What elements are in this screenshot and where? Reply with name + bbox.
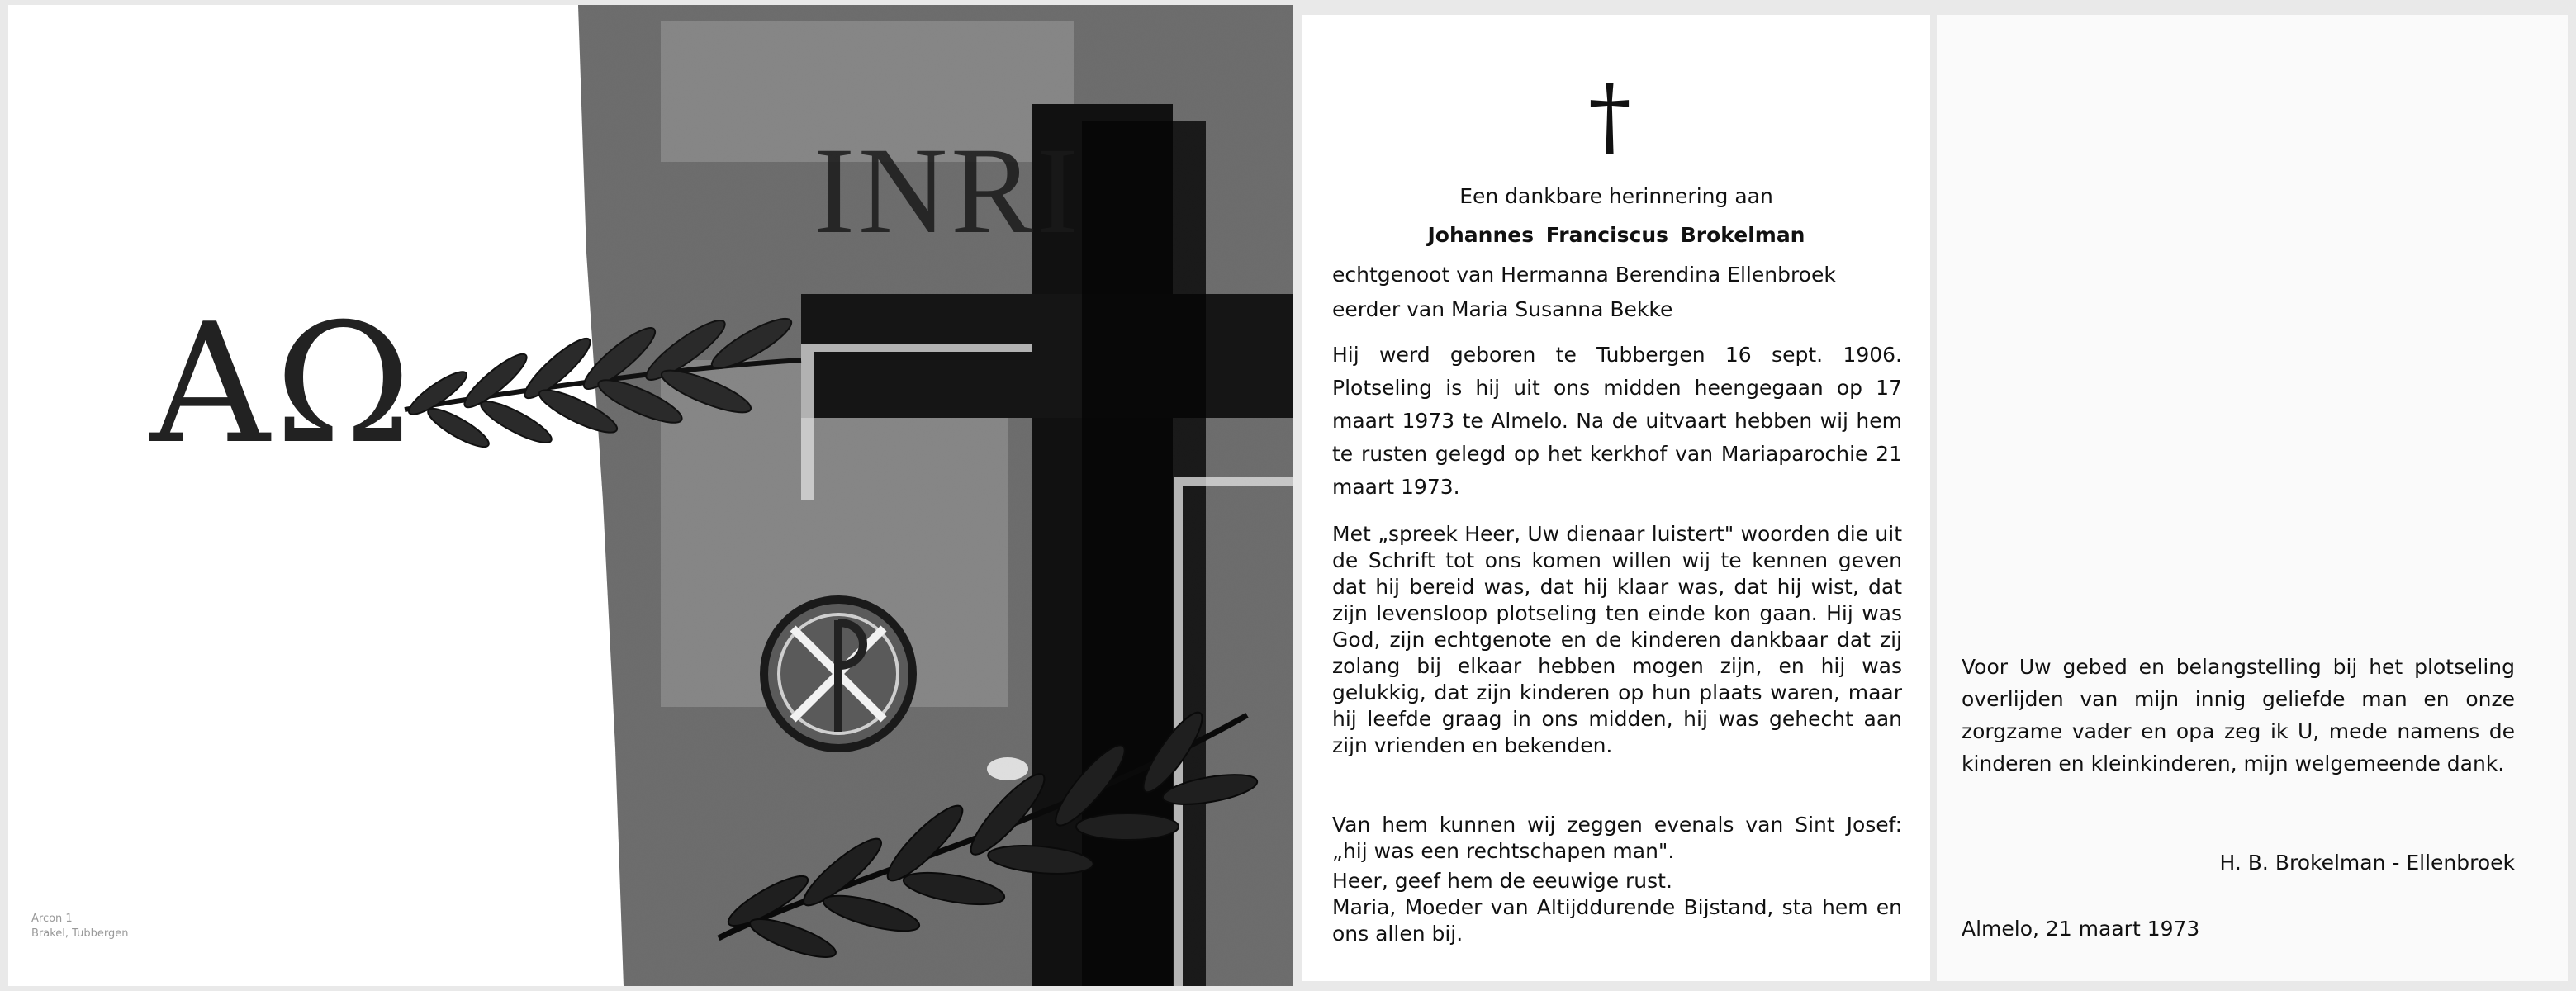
signature: H. B. Brokelman - Ellenbroek: [2219, 851, 2515, 875]
inri-inscription: INRI: [814, 122, 1082, 259]
memorial-text-panel: [1302, 15, 1930, 981]
publisher-line-2: Brakel, Tubbergen: [31, 927, 129, 940]
intro-line: Een dankbare herinnering aan: [1459, 184, 1773, 208]
alpha-omega-text: AΩ: [150, 288, 417, 481]
thanks-panel: [1937, 15, 2568, 981]
artwork-panel: [8, 5, 1293, 986]
thanks-text: Voor Uw gebed en belangstelling bij het plotseling overlijden van mijn innig geliefde man en onze zorgzame vader en opa zeg ik U, mede namens de kinderen en kleinkinderen, mijn welgemeende dank.: [1962, 655, 2515, 775]
deceased-name: Johannes Franciscus Brokelman: [1427, 223, 1805, 247]
prayer-mary: Maria, Moeder van Altijddurende Bijstand, sta hem en ons allen bij.: [1332, 895, 1902, 946]
prayer-rest: Heer, geef hem de eeuwige rust.: [1332, 869, 1672, 893]
publisher-imprint: [31, 912, 128, 941]
place-date: Almelo, 21 maart 1973: [1962, 917, 2200, 941]
cross-icon: †: [1588, 65, 1631, 166]
former-spouse-line: eerder van Maria Susanna Bekke: [1332, 297, 1673, 321]
chi-rho-medallion: [764, 600, 913, 748]
saint-joseph-paragraph: Van hem kunnen wij zeggen evenals van Sint Josef: „hij was een rechtschapen man".: [1332, 813, 1902, 863]
biography-paragraph: Hij werd geboren te Tubbergen 16 sept. 1906. Plotseling is hij uit ons midden heengegaan op 17 maart 1973 te Almelo. Na de uitvaart hebben wij hem te rusten gelegd op het kerkhof van Mariaparochie 21 maart 1973.: [1332, 343, 1902, 499]
artwork-illustration: [8, 5, 1293, 986]
scripture-paragraph: Met „spreek Heer, Uw dienaar luistert" woorden die uit de Schrift tot ons komen willen wij te kennen geven dat hij bereid was, dat hij klaar was, dat hij wist, dat zijn levensloop plotseling ten einde kon gaan. Hij was God, zijn echtgenote en de kinderen dankbaar dat zij zolang bij elkaar hebben mogen zijn, en hij was gelukkig, dat zijn kinderen op hun plaats waren, maar hij leefde graag in ons midden, hij was gehecht aan zijn vrienden en bekenden.: [1332, 522, 1902, 757]
spouse-line: echtgenoot van Hermanna Berendina Ellenbroek: [1332, 263, 1836, 287]
publisher-line-1: Arcon 1: [31, 913, 73, 925]
